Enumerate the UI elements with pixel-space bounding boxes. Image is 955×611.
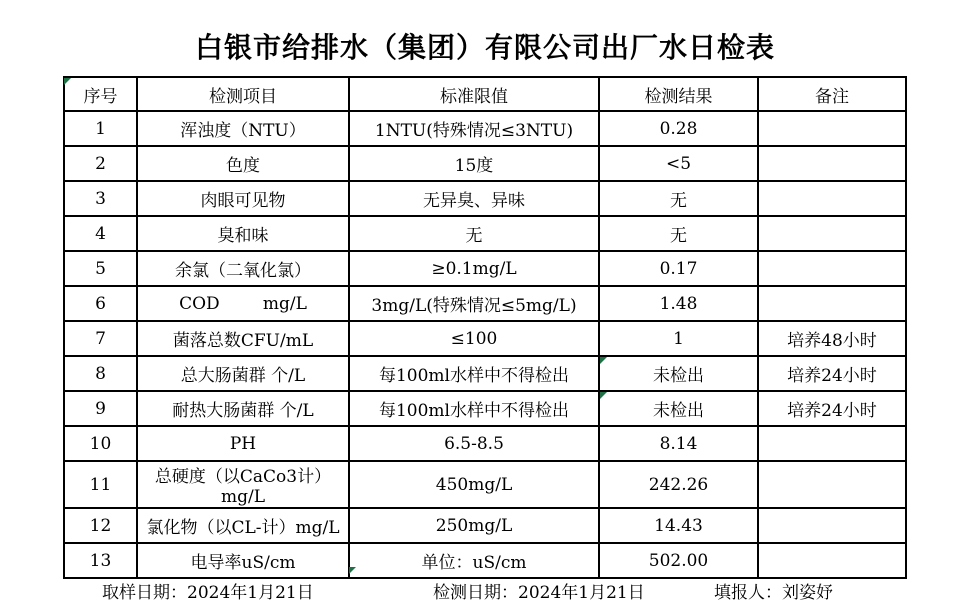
table-row bbox=[64, 181, 906, 216]
cell-item: 色度 bbox=[137, 146, 349, 181]
cell-remark bbox=[758, 508, 906, 543]
cell-standard: 每100ml水样中不得检出 bbox=[349, 356, 599, 391]
cell-item: 电导率uS/cm bbox=[137, 543, 349, 578]
cell-standard: 1NTU(特殊情况≤3NTU) bbox=[349, 111, 599, 146]
table-row bbox=[64, 111, 906, 146]
cell-result: 1 bbox=[599, 321, 758, 356]
cell-serial: 13 bbox=[64, 543, 137, 578]
cell-result: 502.00 bbox=[599, 543, 758, 578]
cell-remark bbox=[758, 111, 906, 146]
cell-serial: 1 bbox=[64, 111, 137, 146]
cell-item: PH bbox=[137, 426, 349, 461]
cell-standard: 无 bbox=[349, 216, 599, 251]
cell-item: 臭和味 bbox=[137, 216, 349, 251]
table-row bbox=[64, 426, 906, 461]
cell-remark bbox=[758, 216, 906, 251]
cell-item: 氯化物（以CL-计）mg/L bbox=[137, 508, 349, 543]
header-item: 检测项目 bbox=[137, 77, 349, 111]
table-row bbox=[64, 543, 906, 578]
cell-remark bbox=[758, 286, 906, 321]
cell-serial: 5 bbox=[64, 251, 137, 286]
cell-serial: 11 bbox=[64, 461, 137, 508]
cell-result: <5 bbox=[599, 146, 758, 181]
cell-result: 242.26 bbox=[599, 461, 758, 508]
table-row bbox=[64, 216, 906, 251]
page-title: 白银市给排水（集团）有限公司出厂水日检表 bbox=[194, 31, 775, 64]
cell-remark: 培养24小时 bbox=[758, 356, 906, 391]
cell-remark: 培养48小时 bbox=[758, 321, 906, 356]
table-row bbox=[64, 508, 906, 543]
cell-standard: 3mg/L(特殊情况≤5mg/L) bbox=[349, 286, 599, 321]
table-row bbox=[64, 286, 906, 321]
cell-remark bbox=[758, 426, 906, 461]
cell-serial: 2 bbox=[64, 146, 137, 181]
inspection-table bbox=[63, 76, 907, 579]
cell-remark bbox=[758, 181, 906, 216]
cell-item: 总大肠菌群 个/L bbox=[137, 356, 349, 391]
reporter: 填报人：刘姿妤 bbox=[714, 583, 833, 603]
cell-standard: ≥0.1mg/L bbox=[349, 251, 599, 286]
cell-result: 0.17 bbox=[599, 251, 758, 286]
cell-result: 无 bbox=[599, 181, 758, 216]
cell-standard: 15度 bbox=[349, 146, 599, 181]
cell-item: 耐热大肠菌群 个/L bbox=[137, 391, 349, 426]
cell-error-marker-icon bbox=[349, 567, 356, 574]
cell-serial: 3 bbox=[64, 181, 137, 216]
cell-result: 8.14 bbox=[599, 426, 758, 461]
header-result: 检测结果 bbox=[599, 77, 758, 111]
table-row bbox=[64, 321, 906, 356]
table-row bbox=[64, 146, 906, 181]
cell-item: 总硬度（以CaCo3计）mg/L bbox=[137, 461, 349, 508]
cell-result: 未检出 bbox=[599, 391, 758, 426]
cell-standard: 单位：uS/cm bbox=[349, 543, 599, 578]
cell-result: 0.28 bbox=[599, 111, 758, 146]
cell-standard: 每100ml水样中不得检出 bbox=[349, 391, 599, 426]
cell-standard: 6.5-8.5 bbox=[349, 426, 599, 461]
sampling-date: 取样日期：2024年1月21日 bbox=[102, 583, 314, 603]
header-serial: 序号 bbox=[64, 77, 137, 111]
cell-remark bbox=[758, 543, 906, 578]
cell-result: 无 bbox=[599, 216, 758, 251]
cell-serial: 8 bbox=[64, 356, 137, 391]
cell-standard: 无异臭、异味 bbox=[349, 181, 599, 216]
cell-item: 菌落总数CFU/mL bbox=[137, 321, 349, 356]
cell-result: 1.48 bbox=[599, 286, 758, 321]
table-header-row bbox=[64, 77, 906, 111]
cell-item: 浑浊度（NTU） bbox=[137, 111, 349, 146]
cell-remark: 培养24小时 bbox=[758, 391, 906, 426]
table-row bbox=[64, 356, 906, 391]
cell-remark bbox=[758, 461, 906, 508]
table-row bbox=[64, 251, 906, 286]
cell-serial: 7 bbox=[64, 321, 137, 356]
cell-serial: 12 bbox=[64, 508, 137, 543]
test-date: 检测日期：2024年1月21日 bbox=[433, 583, 645, 603]
cell-remark bbox=[758, 251, 906, 286]
cell-serial: 6 bbox=[64, 286, 137, 321]
header-standard: 标准限值 bbox=[349, 77, 599, 111]
table-row bbox=[64, 391, 906, 426]
cell-error-marker-icon bbox=[600, 357, 607, 364]
cell-standard: 450mg/L bbox=[349, 461, 599, 508]
cell-result: 未检出 bbox=[599, 356, 758, 391]
cell-item: 余氯（二氧化氯） bbox=[137, 251, 349, 286]
cell-error-marker-icon bbox=[600, 392, 607, 399]
cell-standard: 250mg/L bbox=[349, 508, 599, 543]
cell-serial: 10 bbox=[64, 426, 137, 461]
cell-item: 肉眼可见物 bbox=[137, 181, 349, 216]
cell-standard: ≤100 bbox=[349, 321, 599, 356]
cell-item: COD mg/L bbox=[137, 286, 349, 321]
cell-serial: 4 bbox=[64, 216, 137, 251]
header-remark: 备注 bbox=[758, 77, 906, 111]
cell-serial: 9 bbox=[64, 391, 137, 426]
table-row bbox=[64, 461, 906, 508]
cell-remark bbox=[758, 146, 906, 181]
cell-result: 14.43 bbox=[599, 508, 758, 543]
cell-error-marker-icon bbox=[64, 78, 71, 85]
